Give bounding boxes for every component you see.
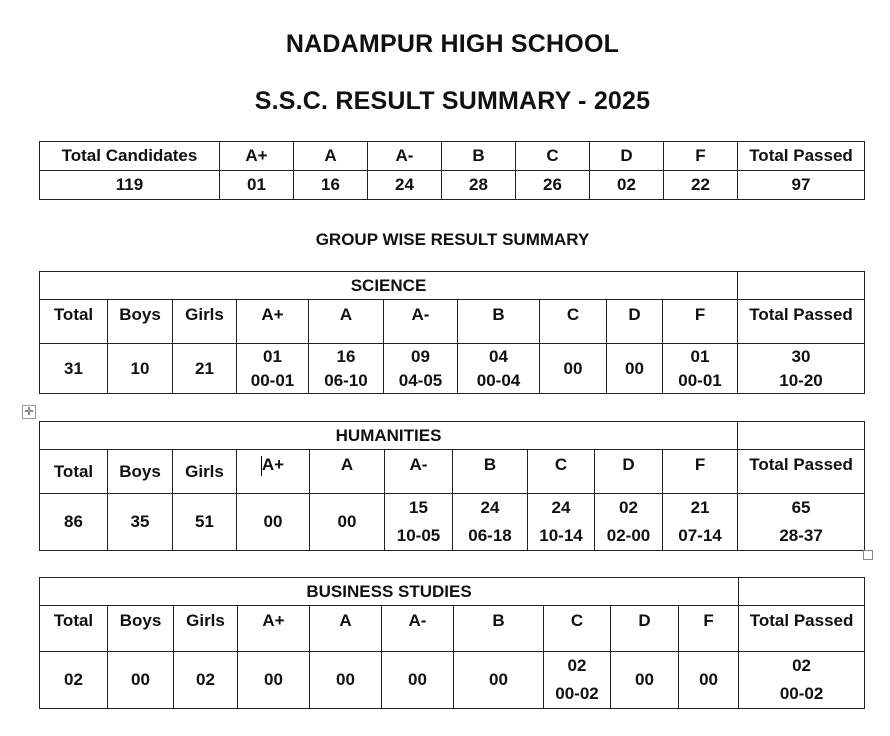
cell-value: 24 [551, 498, 571, 517]
cell-value: 00 [408, 670, 427, 689]
value-cell [595, 494, 663, 551]
cell-split: 00-02 [555, 684, 599, 703]
value-cell [738, 494, 865, 551]
summary-header-cell: Total Passed [738, 142, 865, 171]
resize-square-icon[interactable] [863, 550, 873, 560]
header-cell: A- [384, 300, 458, 344]
cell-split: 07-14 [678, 526, 722, 545]
cell-value: 02 [567, 656, 587, 675]
summary-header-cell: A- [368, 142, 442, 171]
summary-value-cell: 26 [516, 171, 590, 200]
summary-value-cell: 119 [40, 171, 220, 200]
summary-value-cell: 97 [738, 171, 865, 200]
value-cell [663, 344, 738, 394]
value-cell [679, 652, 739, 709]
summary-value-cell: 02 [590, 171, 664, 200]
cell-value: 02 [196, 670, 215, 689]
header-cell: D [611, 606, 679, 652]
cell-split: 10-05 [396, 526, 441, 545]
group-name: SCIENCE [40, 272, 738, 300]
value-cell [528, 494, 595, 551]
cell-value: 16 [336, 346, 356, 366]
summary-value-cell: 22 [664, 171, 738, 200]
value-cell [385, 494, 453, 551]
move-cross-icon[interactable]: ✛ [22, 405, 36, 419]
header-cell: F [679, 606, 739, 652]
summary-header-cell: Total Candidates [40, 142, 220, 171]
header-cell: Total [40, 300, 108, 344]
cell-value: 00 [489, 670, 508, 689]
cell-value: 15 [409, 498, 428, 517]
school-name: NADAMPUR HIGH SCHOOL [285, 30, 620, 58]
cell-split: 00-02 [779, 684, 824, 703]
group-name: BUSINESS STUDIES [40, 578, 739, 606]
group-name-row [40, 272, 865, 300]
cell-split: 10-14 [539, 526, 583, 545]
empty-cell [738, 422, 865, 450]
cell-value: 09 [411, 346, 430, 366]
header-cell: A [310, 450, 385, 494]
header-cell: Total Passed [739, 606, 865, 652]
summary-header-cell: A+ [220, 142, 294, 171]
cell-value: 30 [791, 346, 811, 366]
header-cell: Total [40, 606, 108, 652]
value-cell [40, 494, 108, 551]
cell-value: 04 [489, 346, 508, 366]
value-cell [108, 494, 173, 551]
header-cell: Girls [173, 300, 237, 344]
summary-header-cell: B [442, 142, 516, 171]
header-cell: C [544, 606, 611, 652]
value-cell [458, 344, 540, 394]
summary-header-cell: C [516, 142, 590, 171]
header-cell: Total Passed [738, 300, 865, 344]
value-cell [108, 344, 173, 394]
header-cell: F [663, 450, 738, 494]
cell-value: 00 [635, 670, 654, 689]
cell-value: 10 [130, 358, 150, 378]
cell-value: 21 [690, 498, 710, 517]
header-cell: C [528, 450, 595, 494]
cell-split: 06-18 [468, 526, 512, 545]
value-cell [310, 494, 385, 551]
group-header-row [40, 300, 865, 344]
cell-value: 01 [690, 346, 710, 366]
header-cell: A+ [237, 300, 309, 344]
value-cell [384, 344, 458, 394]
value-cell [607, 344, 663, 394]
cell-value: 86 [64, 512, 83, 531]
humanities-group-table [39, 421, 865, 551]
header-cell: A+ [237, 450, 310, 494]
group-name-row [40, 578, 865, 606]
cell-value: 00 [563, 358, 583, 378]
cell-value: 21 [195, 358, 214, 378]
cell-value: 02 [64, 670, 83, 689]
value-cell [174, 652, 238, 709]
cell-value: 65 [791, 498, 811, 517]
header-cell: B [453, 450, 528, 494]
cell-split: 00-01 [678, 370, 722, 390]
header-cell: A [309, 300, 384, 344]
group-name: HUMANITIES [40, 422, 738, 450]
header-cell: A [310, 606, 382, 652]
cell-split: 10-20 [779, 370, 823, 390]
science-group-table [39, 271, 865, 394]
header-cell: Girls [174, 606, 238, 652]
header-cell: Boys [108, 300, 173, 344]
header-cell: D [595, 450, 663, 494]
overall-summary-table [39, 141, 865, 200]
cell-value: 00 [264, 670, 283, 689]
summary-value-row [40, 171, 865, 200]
cell-value: 00 [625, 358, 644, 378]
value-cell [238, 652, 310, 709]
value-cell [454, 652, 544, 709]
cell-value: 00 [336, 670, 355, 689]
report-title: S.S.C. RESULT SUMMARY - 2025 [254, 87, 651, 115]
cell-value: 00 [699, 670, 718, 689]
group-value-row [40, 652, 865, 709]
value-cell [40, 344, 108, 394]
cell-value: 00 [263, 512, 283, 531]
summary-header-cell: D [590, 142, 664, 171]
header-cell: B [458, 300, 540, 344]
business-studies-group-table [39, 577, 865, 709]
cell-split: 28-37 [779, 526, 823, 545]
value-cell [382, 652, 454, 709]
value-cell [173, 344, 237, 394]
value-cell [738, 344, 865, 394]
header-cell: D [607, 300, 663, 344]
group-header-row [40, 606, 865, 652]
group-name-row [40, 422, 865, 450]
value-cell [663, 494, 738, 551]
header-cell: A- [382, 606, 454, 652]
value-cell [309, 344, 384, 394]
header-cell: A+ [238, 606, 310, 652]
cell-value: 24 [480, 498, 500, 517]
value-cell [739, 652, 865, 709]
header-cell: A- [385, 450, 453, 494]
cell-split: 02-00 [606, 526, 651, 545]
value-cell [453, 494, 528, 551]
cell-value: 35 [130, 512, 150, 531]
value-cell [540, 344, 607, 394]
cell-value: 02 [619, 498, 638, 517]
cell-value: 00 [337, 512, 357, 531]
value-cell [611, 652, 679, 709]
header-cell: Girls [173, 450, 237, 494]
header-cell: Boys [108, 450, 173, 494]
value-cell [40, 652, 108, 709]
cell-value: 51 [195, 512, 214, 531]
value-cell [108, 652, 174, 709]
summary-value-cell: 28 [442, 171, 516, 200]
value-cell [173, 494, 237, 551]
value-cell [310, 652, 382, 709]
group-value-row [40, 494, 865, 551]
header-cell: C [540, 300, 607, 344]
cell-value: 00 [131, 670, 150, 689]
empty-cell [739, 578, 865, 606]
cell-split: 06-10 [324, 370, 368, 390]
summary-value-cell: 01 [220, 171, 294, 200]
cell-value: 31 [64, 358, 83, 378]
empty-cell [738, 272, 865, 300]
value-cell [237, 494, 310, 551]
header-cell: Total Passed [738, 450, 865, 494]
summary-value-cell: 16 [294, 171, 368, 200]
cell-split: 04-05 [398, 370, 443, 390]
header-cell: Boys [108, 606, 174, 652]
value-cell [544, 652, 611, 709]
text-cursor [261, 456, 262, 476]
summary-header-row [40, 142, 865, 171]
summary-header-cell: A [294, 142, 368, 171]
group-value-row [40, 344, 865, 394]
group-section-title: GROUP WISE RESULT SUMMARY [315, 230, 590, 249]
summary-value-cell: 24 [368, 171, 442, 200]
cell-split: 00-01 [250, 370, 295, 390]
header-cell: Total [40, 450, 108, 494]
cell-split: 00-04 [476, 370, 521, 390]
cell-value: 02 [792, 656, 812, 675]
group-header-row [40, 450, 865, 494]
header-cell: F [663, 300, 738, 344]
header-cell: B [454, 606, 544, 652]
value-cell [237, 344, 309, 394]
summary-header-cell: F [664, 142, 738, 171]
cell-value: 01 [263, 346, 282, 366]
